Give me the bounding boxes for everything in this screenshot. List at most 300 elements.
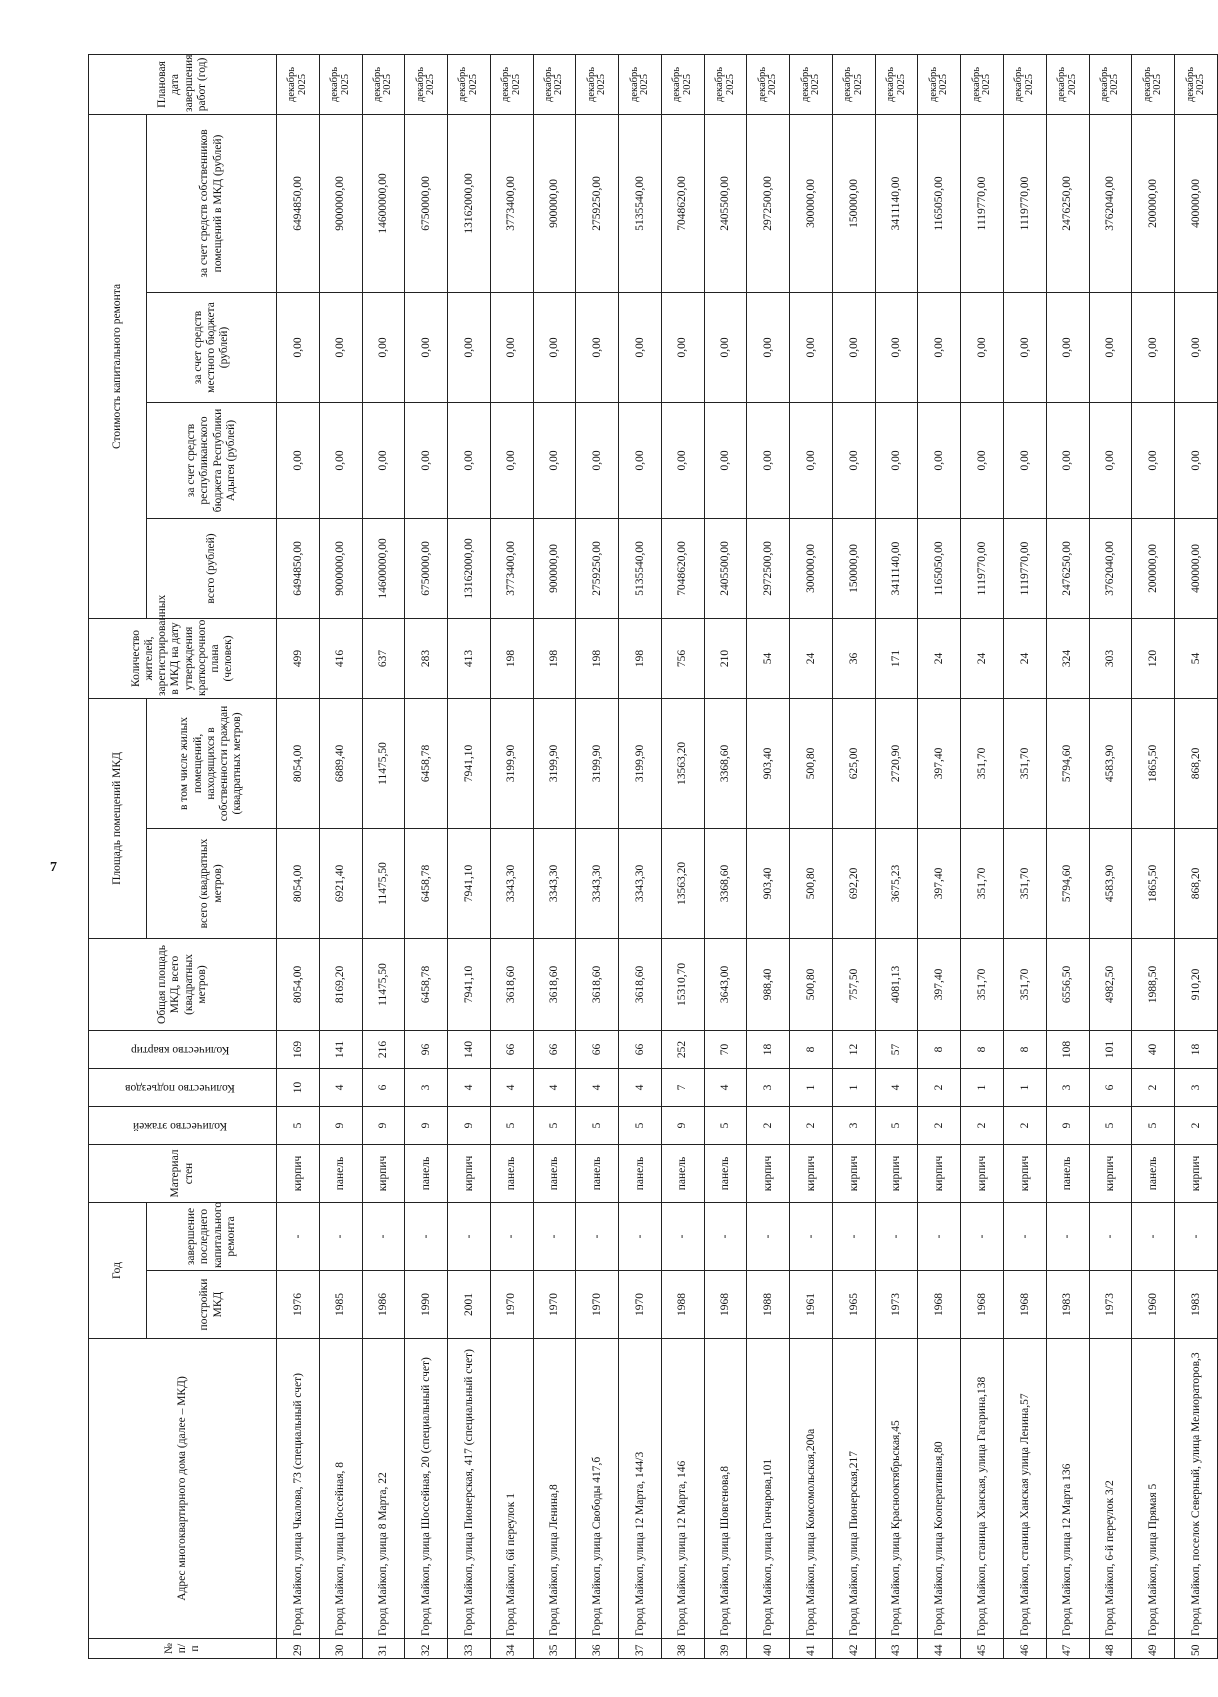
row-address: Город Майкоп, улица Гончарова,101 — [747, 1339, 790, 1639]
header-total-area: Общая площадь МКД, всего (квадратных метров) — [89, 938, 277, 1030]
row-area-residential: 4583,90 — [1089, 698, 1132, 828]
row-wall-material: панель — [319, 1144, 362, 1202]
row-address: Город Майкоп, улица 12 Марта, 144/3 — [619, 1339, 662, 1639]
row-year-repair: - — [1175, 1202, 1218, 1270]
header-area-residential: в том числе жилых помещений, находящихся в собственности граждан (квадратных метров) — [147, 698, 277, 828]
row-address: Город Майкоп, улица 12 Марта 136 — [1046, 1339, 1089, 1639]
row-area-all: 8054,00 — [277, 828, 320, 938]
row-wall-material: панель — [533, 1144, 576, 1202]
row-apartments: 66 — [576, 1030, 619, 1068]
row-area-all: 3343,30 — [490, 828, 533, 938]
row-apartments: 66 — [533, 1030, 576, 1068]
row-year-built: 1983 — [1046, 1271, 1089, 1339]
row-area-residential: 8054,00 — [277, 698, 320, 828]
row-address: Город Майкоп, станица Ханская, улица Гагарина,138 — [961, 1339, 1004, 1639]
table-row — [875, 54, 918, 1658]
row-cost-republic: 0,00 — [1089, 402, 1132, 518]
row-cost-owners: 9000000,00 — [319, 114, 362, 292]
row-address: Город Майкоп, улица Чкалова, 73 (специальный счет) — [277, 1339, 320, 1639]
row-year-repair: - — [961, 1202, 1004, 1270]
row-year-built: 1970 — [576, 1271, 619, 1339]
row-residents: 210 — [704, 618, 747, 698]
row-apartments: 66 — [619, 1030, 662, 1068]
row-cost-local: 0,00 — [490, 292, 533, 402]
row-area-residential: 7941,10 — [448, 698, 491, 828]
row-wall-material: кирпич — [1004, 1144, 1047, 1202]
row-apartments: 57 — [875, 1030, 918, 1068]
row-cost-local: 0,00 — [704, 292, 747, 402]
row-year-built: 1970 — [619, 1271, 662, 1339]
capital-repair-table — [88, 54, 1218, 1659]
row-plan-date: декабрь 2025 — [961, 54, 1004, 114]
row-year-repair: - — [790, 1202, 833, 1270]
row-floors: 9 — [661, 1106, 704, 1144]
row-plan-date: декабрь 2025 — [277, 54, 320, 114]
row-total-area: 1988,50 — [1132, 938, 1175, 1030]
row-apartments: 140 — [448, 1030, 491, 1068]
row-year-repair: - — [277, 1202, 320, 1270]
row-total-area: 15310,70 — [661, 938, 704, 1030]
row-cost-total: 3762040,00 — [1089, 518, 1132, 618]
row-plan-date: декабрь 2025 — [1046, 54, 1089, 114]
table-row — [747, 54, 790, 1658]
table-row — [704, 54, 747, 1658]
row-floors: 2 — [961, 1106, 1004, 1144]
row-entrances: 4 — [490, 1068, 533, 1106]
row-cost-republic: 0,00 — [490, 402, 533, 518]
row-cost-owners: 2405500,00 — [704, 114, 747, 292]
row-total-area: 11475,50 — [362, 938, 405, 1030]
row-address: Город Майкоп, улица 8 Марта, 22 — [362, 1339, 405, 1639]
row-total-area: 3618,60 — [576, 938, 619, 1030]
header-entrances-label: Количество подъездов — [125, 1082, 236, 1095]
row-number: 47 — [1046, 1639, 1089, 1659]
row-cost-total: 400000,00 — [1175, 518, 1218, 618]
row-entrances: 1 — [1004, 1068, 1047, 1106]
table-row — [1175, 54, 1218, 1658]
row-area-residential: 903,40 — [747, 698, 790, 828]
row-cost-local: 0,00 — [1132, 292, 1175, 402]
row-area-all: 3343,30 — [619, 828, 662, 938]
row-area-residential: 3368,60 — [704, 698, 747, 828]
header-cost-owners: за счет средств собственников помещений в МКД (рублей) — [147, 114, 277, 292]
row-cost-total: 2476250,00 — [1046, 518, 1089, 618]
row-area-residential: 13563,20 — [661, 698, 704, 828]
row-cost-local: 0,00 — [277, 292, 320, 402]
row-residents: 54 — [1175, 618, 1218, 698]
row-cost-owners: 7048620,00 — [661, 114, 704, 292]
table-row — [961, 54, 1004, 1658]
row-cost-total: 6494850,00 — [277, 518, 320, 618]
row-area-residential: 5794,60 — [1046, 698, 1089, 828]
row-cost-republic: 0,00 — [961, 402, 1004, 518]
row-cost-owners: 2972500,00 — [747, 114, 790, 292]
row-total-area: 397,40 — [918, 938, 961, 1030]
row-address: Город Майкоп, улица Шовгенова,8 — [704, 1339, 747, 1639]
row-cost-owners: 3411140,00 — [875, 114, 918, 292]
row-number: 43 — [875, 1639, 918, 1659]
row-area-all: 11475,50 — [362, 828, 405, 938]
row-address: Город Майкоп, 6й переулок 1 — [490, 1339, 533, 1639]
table-row — [619, 54, 662, 1658]
row-floors: 5 — [533, 1106, 576, 1144]
row-area-residential: 868,20 — [1175, 698, 1218, 828]
row-cost-republic: 0,00 — [576, 402, 619, 518]
header-area-all: всего (квадратных метров) — [147, 828, 277, 938]
row-floors: 2 — [790, 1106, 833, 1144]
row-floors: 9 — [448, 1106, 491, 1144]
row-wall-material: панель — [1132, 1144, 1175, 1202]
row-cost-local: 0,00 — [576, 292, 619, 402]
row-residents: 198 — [576, 618, 619, 698]
row-plan-date: декабрь 2025 — [619, 54, 662, 114]
row-apartments: 141 — [319, 1030, 362, 1068]
row-cost-local: 0,00 — [832, 292, 875, 402]
row-residents: 54 — [747, 618, 790, 698]
row-year-repair: - — [875, 1202, 918, 1270]
row-year-built: 1968 — [704, 1271, 747, 1339]
row-wall-material: кирпич — [918, 1144, 961, 1202]
row-wall-material: панель — [619, 1144, 662, 1202]
row-plan-date: декабрь 2025 — [1175, 54, 1218, 114]
row-cost-total: 150000,00 — [832, 518, 875, 618]
row-year-repair: - — [576, 1202, 619, 1270]
row-total-area: 351,70 — [1004, 938, 1047, 1030]
row-year-repair: - — [362, 1202, 405, 1270]
row-year-built: 1968 — [1004, 1271, 1047, 1339]
row-total-area: 8169,20 — [319, 938, 362, 1030]
row-entrances: 4 — [875, 1068, 918, 1106]
table-body — [277, 54, 1218, 1658]
row-plan-date: декабрь 2025 — [747, 54, 790, 114]
row-year-built: 1986 — [362, 1271, 405, 1339]
row-wall-material: кирпич — [448, 1144, 491, 1202]
row-plan-date: декабрь 2025 — [319, 54, 362, 114]
row-address: Город Майкоп, улица Свободы 417,б — [576, 1339, 619, 1639]
row-area-all: 351,70 — [961, 828, 1004, 938]
row-total-area: 6556,50 — [1046, 938, 1089, 1030]
row-plan-date: декабрь 2025 — [918, 54, 961, 114]
header-year-group: Год — [89, 1202, 147, 1338]
row-area-all: 3675,23 — [875, 828, 918, 938]
row-plan-date: декабрь 2025 — [490, 54, 533, 114]
row-floors: 9 — [319, 1106, 362, 1144]
row-apartments: 108 — [1046, 1030, 1089, 1068]
row-year-repair: - — [1046, 1202, 1089, 1270]
row-area-residential: 3199,90 — [619, 698, 662, 828]
row-area-residential: 351,70 — [961, 698, 1004, 828]
row-number: 38 — [661, 1639, 704, 1659]
header-apartments — [89, 1030, 277, 1068]
row-address: Город Майкоп, улица Шоссейная, 20 (специальный счет) — [405, 1339, 448, 1639]
row-area-all: 3368,60 — [704, 828, 747, 938]
row-wall-material: кирпич — [362, 1144, 405, 1202]
table-row — [918, 54, 961, 1658]
row-residents: 198 — [619, 618, 662, 698]
row-cost-owners: 14600000,00 — [362, 114, 405, 292]
row-cost-local: 0,00 — [533, 292, 576, 402]
row-number: 29 — [277, 1639, 320, 1659]
row-wall-material: панель — [704, 1144, 747, 1202]
row-cost-owners: 1165050,00 — [918, 114, 961, 292]
row-total-area: 8054,00 — [277, 938, 320, 1030]
row-area-all: 351,70 — [1004, 828, 1047, 938]
row-total-area: 757,50 — [832, 938, 875, 1030]
row-cost-republic: 0,00 — [1175, 402, 1218, 518]
row-cost-local: 0,00 — [448, 292, 491, 402]
row-entrances: 6 — [362, 1068, 405, 1106]
header-address: Адрес многоквартирного дома (далее – МКД) — [89, 1339, 277, 1639]
row-apartments: 252 — [661, 1030, 704, 1068]
row-cost-republic: 0,00 — [619, 402, 662, 518]
row-entrances: 3 — [1175, 1068, 1218, 1106]
row-residents: 283 — [405, 618, 448, 698]
row-cost-republic: 0,00 — [832, 402, 875, 518]
row-number: 34 — [490, 1639, 533, 1659]
row-cost-owners: 1119770,00 — [1004, 114, 1047, 292]
row-cost-local: 0,00 — [1089, 292, 1132, 402]
row-number: 50 — [1175, 1639, 1218, 1659]
row-number: 35 — [533, 1639, 576, 1659]
row-area-all: 903,40 — [747, 828, 790, 938]
row-area-residential: 3199,90 — [533, 698, 576, 828]
row-address: Город Майкоп, улица Кооперативная,80 — [918, 1339, 961, 1639]
row-area-residential: 3199,90 — [490, 698, 533, 828]
row-entrances: 4 — [319, 1068, 362, 1106]
row-year-repair: - — [1132, 1202, 1175, 1270]
row-entrances: 4 — [704, 1068, 747, 1106]
row-cost-owners: 3762040,00 — [1089, 114, 1132, 292]
row-number: 31 — [362, 1639, 405, 1659]
row-cost-total: 1119770,00 — [961, 518, 1004, 618]
row-wall-material: кирпич — [747, 1144, 790, 1202]
row-cost-local: 0,00 — [1004, 292, 1047, 402]
row-apartments: 66 — [490, 1030, 533, 1068]
row-cost-local: 0,00 — [619, 292, 662, 402]
row-residents: 303 — [1089, 618, 1132, 698]
row-floors: 5 — [1132, 1106, 1175, 1144]
header-apartments-label: Количество квартир — [131, 1044, 230, 1057]
row-cost-owners: 200000,00 — [1132, 114, 1175, 292]
row-cost-republic: 0,00 — [747, 402, 790, 518]
row-address: Город Майкоп, улица 12 Марта, 146 — [661, 1339, 704, 1639]
row-cost-owners: 400000,00 — [1175, 114, 1218, 292]
row-residents: 171 — [875, 618, 918, 698]
header-year-built: постройки МКД — [147, 1271, 277, 1339]
row-cost-republic: 0,00 — [277, 402, 320, 518]
row-year-built: 1970 — [490, 1271, 533, 1339]
row-apartments: 40 — [1132, 1030, 1175, 1068]
row-cost-total: 7048620,00 — [661, 518, 704, 618]
row-year-repair: - — [619, 1202, 662, 1270]
row-entrances: 4 — [576, 1068, 619, 1106]
row-cost-local: 0,00 — [1175, 292, 1218, 402]
row-floors: 5 — [576, 1106, 619, 1144]
row-wall-material: кирпич — [790, 1144, 833, 1202]
row-total-area: 3643,00 — [704, 938, 747, 1030]
row-cost-republic: 0,00 — [1132, 402, 1175, 518]
header-entrances — [89, 1068, 277, 1106]
row-floors: 5 — [619, 1106, 662, 1144]
row-entrances: 1 — [832, 1068, 875, 1106]
row-floors: 2 — [747, 1106, 790, 1144]
row-number: 42 — [832, 1639, 875, 1659]
row-total-area: 3618,60 — [533, 938, 576, 1030]
row-area-all: 6921,40 — [319, 828, 362, 938]
header-row-1 — [89, 54, 147, 1658]
row-year-repair: - — [533, 1202, 576, 1270]
row-wall-material: панель — [405, 1144, 448, 1202]
row-entrances: 4 — [619, 1068, 662, 1106]
row-total-area: 910,20 — [1175, 938, 1218, 1030]
row-cost-total: 2972500,00 — [747, 518, 790, 618]
table-row — [405, 54, 448, 1658]
row-year-built: 1988 — [661, 1271, 704, 1339]
row-area-all: 4583,90 — [1089, 828, 1132, 938]
row-year-built: 1985 — [319, 1271, 362, 1339]
row-apartments: 101 — [1089, 1030, 1132, 1068]
row-year-built: 1990 — [405, 1271, 448, 1339]
row-year-built: 1970 — [533, 1271, 576, 1339]
row-entrances: 2 — [918, 1068, 961, 1106]
row-number: 36 — [576, 1639, 619, 1659]
header-floors-label: Количество этажей — [133, 1120, 228, 1133]
row-cost-owners: 150000,00 — [832, 114, 875, 292]
row-cost-total: 6750000,00 — [405, 518, 448, 618]
row-area-all: 13563,20 — [661, 828, 704, 938]
row-cost-local: 0,00 — [362, 292, 405, 402]
row-cost-owners: 2759250,00 — [576, 114, 619, 292]
row-cost-local: 0,00 — [747, 292, 790, 402]
table-row — [1046, 54, 1089, 1658]
row-cost-local: 0,00 — [661, 292, 704, 402]
row-apartments: 216 — [362, 1030, 405, 1068]
row-floors: 5 — [490, 1106, 533, 1144]
row-wall-material: кирпич — [1089, 1144, 1132, 1202]
row-area-all: 7941,10 — [448, 828, 491, 938]
row-apartments: 18 — [747, 1030, 790, 1068]
row-area-residential: 11475,50 — [362, 698, 405, 828]
row-year-built: 1960 — [1132, 1271, 1175, 1339]
row-wall-material: панель — [576, 1144, 619, 1202]
row-floors: 5 — [875, 1106, 918, 1144]
row-cost-total: 13162000,00 — [448, 518, 491, 618]
row-cost-total: 1119770,00 — [1004, 518, 1047, 618]
row-plan-date: декабрь 2025 — [832, 54, 875, 114]
row-number: 33 — [448, 1639, 491, 1659]
row-wall-material: кирпич — [832, 1144, 875, 1202]
row-plan-date: декабрь 2025 — [1132, 54, 1175, 114]
row-address: Город Майкоп, улица Комсомольская,200а — [790, 1339, 833, 1639]
row-cost-local: 0,00 — [790, 292, 833, 402]
row-cost-republic: 0,00 — [362, 402, 405, 518]
row-cost-owners: 300000,00 — [790, 114, 833, 292]
row-floors: 5 — [704, 1106, 747, 1144]
row-area-residential: 500,80 — [790, 698, 833, 828]
row-floors: 9 — [362, 1106, 405, 1144]
row-year-repair: - — [918, 1202, 961, 1270]
row-wall-material: панель — [1046, 1144, 1089, 1202]
header-cost-republic: за счет средств республиканского бюджета Республики Адыгея (рублей) — [147, 402, 277, 518]
row-cost-total: 9000000,00 — [319, 518, 362, 618]
row-cost-republic: 0,00 — [533, 402, 576, 518]
row-cost-total: 900000,00 — [533, 518, 576, 618]
row-residents: 120 — [1132, 618, 1175, 698]
row-plan-date: декабрь 2025 — [533, 54, 576, 114]
header-cost-group: Стоимость капитального ремонта — [89, 114, 147, 618]
table-row — [1089, 54, 1132, 1658]
row-address: Город Майкоп, улица Пионерская, 417 (специальный счет) — [448, 1339, 491, 1639]
row-year-repair: - — [319, 1202, 362, 1270]
row-number: 37 — [619, 1639, 662, 1659]
row-cost-local: 0,00 — [918, 292, 961, 402]
row-area-residential: 1865,50 — [1132, 698, 1175, 828]
row-year-repair: - — [1004, 1202, 1047, 1270]
row-number: 40 — [747, 1639, 790, 1659]
row-cost-total: 3411140,00 — [875, 518, 918, 618]
row-cost-republic: 0,00 — [704, 402, 747, 518]
row-address: Город Майкоп, станица Ханская улица Ленина,57 — [1004, 1339, 1047, 1639]
row-address: Город Майкоп, поселок Северный, улица Мелиораторов,3 — [1175, 1339, 1218, 1639]
row-cost-total: 300000,00 — [790, 518, 833, 618]
table-row — [1132, 54, 1175, 1658]
row-area-all: 1865,50 — [1132, 828, 1175, 938]
row-number: 41 — [790, 1639, 833, 1659]
row-entrances: 1 — [790, 1068, 833, 1106]
row-cost-local: 0,00 — [405, 292, 448, 402]
row-wall-material: кирпич — [277, 1144, 320, 1202]
row-apartments: 8 — [961, 1030, 1004, 1068]
row-apartments: 96 — [405, 1030, 448, 1068]
row-cost-local: 0,00 — [875, 292, 918, 402]
row-year-built: 1973 — [875, 1271, 918, 1339]
row-area-all: 500,80 — [790, 828, 833, 938]
row-number: 45 — [961, 1639, 1004, 1659]
row-year-repair: - — [747, 1202, 790, 1270]
row-entrances: 4 — [448, 1068, 491, 1106]
row-total-area: 4081,13 — [875, 938, 918, 1030]
table-row — [319, 54, 362, 1658]
row-residents: 413 — [448, 618, 491, 698]
row-year-built: 1973 — [1089, 1271, 1132, 1339]
row-floors: 9 — [405, 1106, 448, 1144]
row-number: 48 — [1089, 1639, 1132, 1659]
rotated-table-wrapper — [88, 55, 1218, 1659]
header-area-group: Площадь помещений МКД — [89, 698, 147, 938]
row-area-residential: 6458,78 — [405, 698, 448, 828]
row-plan-date: декабрь 2025 — [661, 54, 704, 114]
row-total-area: 4982,50 — [1089, 938, 1132, 1030]
row-area-all: 5794,60 — [1046, 828, 1089, 938]
header-residents: Количество жителей, зарегистрированных в МКД на дату утверждения краткосрочного плана (человек) — [89, 618, 277, 698]
row-entrances: 4 — [533, 1068, 576, 1106]
row-year-repair: - — [661, 1202, 704, 1270]
row-area-all: 3343,30 — [533, 828, 576, 938]
row-floors: 2 — [1175, 1106, 1218, 1144]
header-plan-date: Плановая дата завершения работ (год) — [89, 54, 277, 114]
row-plan-date: декабрь 2025 — [1004, 54, 1047, 114]
row-number: 39 — [704, 1639, 747, 1659]
row-number: 44 — [918, 1639, 961, 1659]
row-residents: 198 — [533, 618, 576, 698]
row-residents: 24 — [961, 618, 1004, 698]
row-plan-date: декабрь 2025 — [1089, 54, 1132, 114]
header-year-repair: завершение последнего капитального ремонта — [147, 1202, 277, 1270]
row-cost-local: 0,00 — [319, 292, 362, 402]
row-address: Город Майкоп, улица Прямая 5 — [1132, 1339, 1175, 1639]
row-cost-owners: 13162000,00 — [448, 114, 491, 292]
row-residents: 637 — [362, 618, 405, 698]
